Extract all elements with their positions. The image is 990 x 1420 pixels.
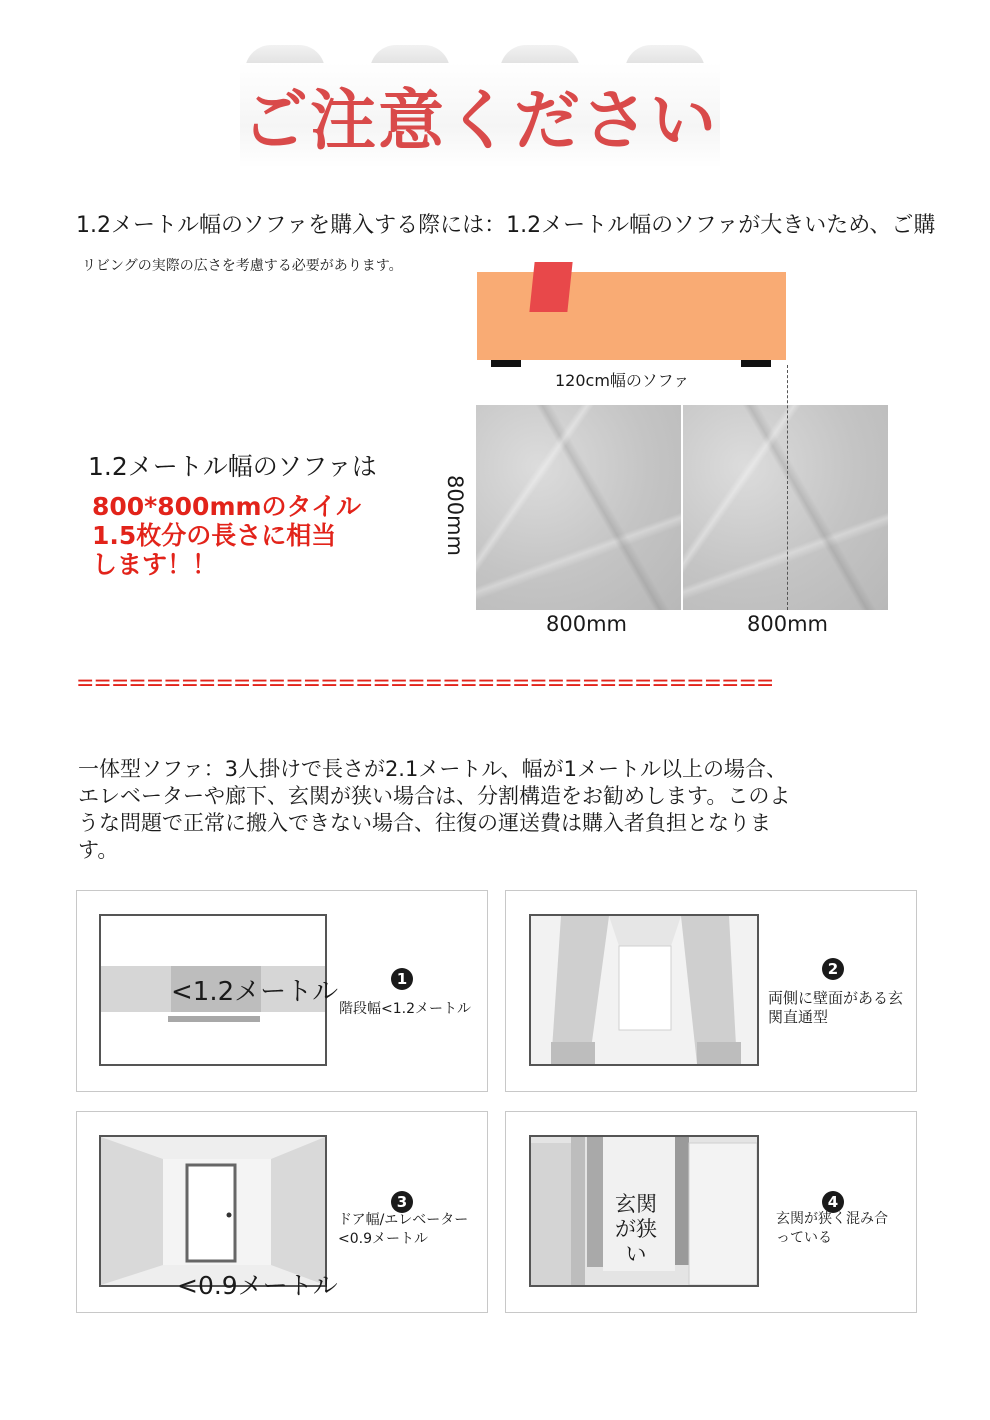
corridor-drawing <box>531 916 757 1064</box>
callout-heading: 1.2メートル幅のソファは <box>88 452 377 481</box>
callout-line: 1.5枚分の長さに相当 <box>92 521 337 550</box>
callout-warning <box>92 492 361 579</box>
marble-tile <box>476 405 681 610</box>
sofa-leg <box>491 360 521 367</box>
panel-caption: 玄関が狭く混み合っている <box>776 1211 888 1246</box>
sofa-backrest <box>529 262 572 312</box>
title-banner <box>235 45 725 170</box>
stair-width-overlay: <1.2メートル <box>171 977 339 1007</box>
panel-door <box>76 1111 488 1313</box>
number-badge: 3 <box>391 1191 413 1213</box>
intro-line: 1.2メートル幅のソファを購入する際には：1.2メートル幅のソファが大きいため、ご購 <box>76 213 936 238</box>
tile-width-label: 800mm <box>747 612 828 636</box>
notice-paragraph: 一体型ソファ：3人掛けで長さが2.1メートル、幅が1メートル以上の場合、エレベーターや廊下、玄関が狭い場合は、分割構造をお勧めします。このような問題で正常に搬入できない場合、往復の運送費は購入者負担となります。 <box>78 757 791 862</box>
corridor-illustration <box>529 914 759 1066</box>
tile-width-label: 800mm <box>546 612 627 636</box>
marble-tile <box>683 405 888 610</box>
callout-line: 800*800mmのタイル <box>92 492 362 521</box>
tile-height-label: 800mm <box>443 475 467 556</box>
separator: ======================================== <box>76 671 774 696</box>
intro-subline: リビングの実際の広さを考慮する必要があります。 <box>82 258 403 274</box>
number-badge: 4 <box>822 1191 844 1213</box>
sofa-body <box>477 272 786 360</box>
sofa-leg <box>741 360 771 367</box>
dashed-guide-line <box>787 365 788 610</box>
room-drawing <box>101 1137 325 1285</box>
panel-stairs <box>76 890 488 1092</box>
page-title: ご注意ください <box>242 82 718 159</box>
panel-corridor <box>505 890 917 1092</box>
panel-caption: 階段幅<1.2メートル <box>339 1001 471 1017</box>
panel-entrance <box>505 1111 917 1313</box>
panel-caption: ドア幅/エレベーター<0.9メートル <box>338 1212 469 1247</box>
door-width-overlay: <0.9メートル <box>177 1271 338 1300</box>
sofa-caption: 120cm幅のソファ <box>555 371 690 390</box>
number-badge: 1 <box>391 968 413 990</box>
callout-line: します！！ <box>92 550 218 579</box>
entrance-overlay: 玄関が狭い <box>615 1192 657 1266</box>
door-illustration <box>99 1135 327 1287</box>
panel-caption: 両側に壁面がある玄関直通型 <box>768 989 904 1026</box>
stair-step <box>168 1016 260 1022</box>
number-badge: 2 <box>822 958 844 980</box>
